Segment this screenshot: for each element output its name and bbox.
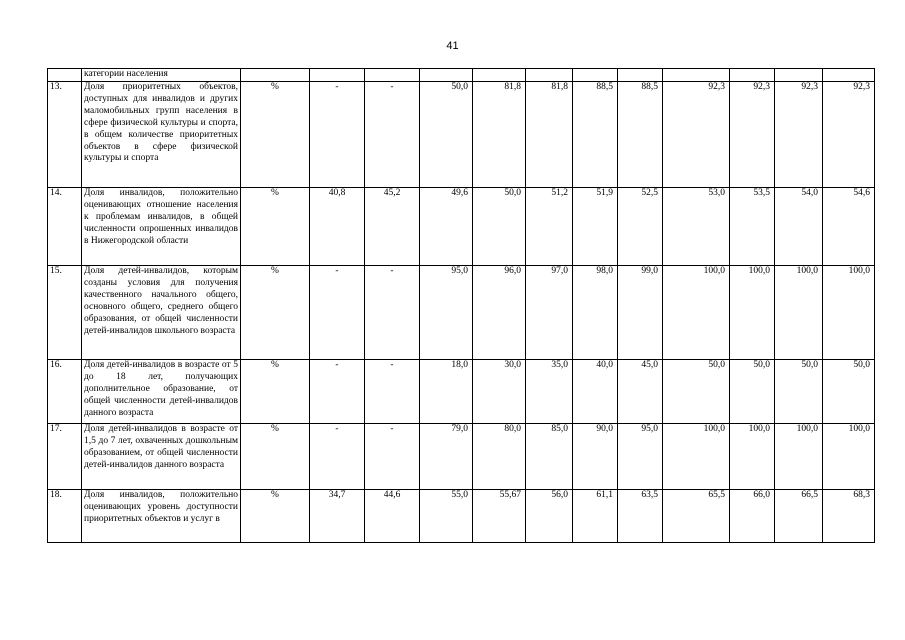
row-number [48,69,82,82]
value-cell: 40,0 [573,360,618,424]
value-cell: 50,0 [420,82,473,188]
unit-cell: % [241,82,310,188]
indicator-description: Доля детей-инвалидов в возрасте от 1,5 до 7 лет, охваченных дошкольным образованием, от общей численности детей-инвалидов данного возраста [82,424,241,490]
value-cell: 100,0 [823,424,875,490]
row-number: 14. [48,188,82,266]
indicator-description: Доля инвалидов, положительно оценивающих уровень доступности приоритетных объектов и услуг в [82,490,241,543]
row-number: 13. [48,82,82,188]
value-cell: 96,0 [473,266,526,360]
unit-cell: % [241,424,310,490]
value-cell: 100,0 [663,266,730,360]
value-cell: - [365,82,420,188]
value-cell: 63,5 [618,490,663,543]
table-row [48,266,875,360]
value-cell: 54,0 [775,188,823,266]
value-cell: 88,5 [573,82,618,188]
value-cell: - [310,424,365,490]
value-cell: 55,67 [473,490,526,543]
unit-cell: % [241,490,310,543]
table-row [48,424,875,490]
value-cell: 45,0 [618,360,663,424]
table-body [48,69,875,543]
table-row [48,82,875,188]
value-cell: - [365,266,420,360]
value-cell: - [310,82,365,188]
value-cell: 50,0 [823,360,875,424]
value-cell: 50,0 [473,188,526,266]
table-row [48,69,875,82]
value-cell: 51,2 [526,188,573,266]
value-cell: 100,0 [775,266,823,360]
indicator-description: Доля приоритетных объектов, доступных для инвалидов и других маломобильных групп населения в сфере физической культуры и спорта, в общем количестве приоритетных объектов в сфере физической культуры и спорта [82,82,241,188]
value-cell: 81,8 [473,82,526,188]
value-cell: 90,0 [573,424,618,490]
value-cell: 68,3 [823,490,875,543]
unit-cell: % [241,360,310,424]
value-cell: 97,0 [526,266,573,360]
value-cell: - [365,424,420,490]
value-cell: 92,3 [663,82,730,188]
value-cell: 53,0 [663,188,730,266]
value-cell: 61,1 [573,490,618,543]
indicator-description: Доля детей-инвалидов, которым созданы условия для получения качественного начального общего, основного общего, среднего общего образования, от общей численности детей-инвалидов школьного возраста [82,266,241,360]
value-cell: 30,0 [473,360,526,424]
value-cell: 35,0 [526,360,573,424]
value-cell: 45,2 [365,188,420,266]
value-cell: 53,5 [730,188,775,266]
value-cell: 85,0 [526,424,573,490]
value-cell: 95,0 [618,424,663,490]
row-number: 18. [48,490,82,543]
value-cell: 100,0 [730,424,775,490]
value-cell: 100,0 [730,266,775,360]
value-cell: 50,0 [663,360,730,424]
value-cell: 56,0 [526,490,573,543]
value-cell: 66,5 [775,490,823,543]
value-cell: 51,9 [573,188,618,266]
value-cell: 80,0 [473,424,526,490]
table-row [48,188,875,266]
value-cell: 34,7 [310,490,365,543]
value-cell: 88,5 [618,82,663,188]
row-number: 15. [48,266,82,360]
indicator-description: категории населения [82,69,241,82]
page-number: 41 [446,40,459,52]
value-cell: 79,0 [420,424,473,490]
value-cell: 81,8 [526,82,573,188]
value-cell: 44,6 [365,490,420,543]
value-cell: - [310,266,365,360]
indicator-description: Доля детей-инвалидов в возрасте от 5 до 18 лет, получающих дополнительное образование, от общей численности детей-инвалидов данного возраста [82,360,241,424]
value-cell: 100,0 [823,266,875,360]
unit-cell: % [241,266,310,360]
value-cell: 92,3 [823,82,875,188]
value-cell: 92,3 [775,82,823,188]
row-number: 17. [48,424,82,490]
row-number: 16. [48,360,82,424]
value-cell: 54,6 [823,188,875,266]
value-cell: 65,5 [663,490,730,543]
table-row [48,490,875,543]
value-cell: 66,0 [730,490,775,543]
indicator-description: Доля инвалидов, положительно оценивающих отношение населения к проблемам инвалидов, в общей численности опрошенных инвалидов в Нижегородской области [82,188,241,266]
value-cell: 99,0 [618,266,663,360]
value-cell: 100,0 [775,424,823,490]
value-cell: 18,0 [420,360,473,424]
value-cell: 92,3 [730,82,775,188]
indicators-table [47,68,875,543]
unit-cell: % [241,188,310,266]
value-cell: 49,6 [420,188,473,266]
value-cell: - [365,360,420,424]
value-cell: 52,5 [618,188,663,266]
value-cell: 55,0 [420,490,473,543]
value-cell: 50,0 [730,360,775,424]
value-cell: 40,8 [310,188,365,266]
value-cell: - [310,360,365,424]
value-cell: 50,0 [775,360,823,424]
value-cell: 95,0 [420,266,473,360]
value-cell: 100,0 [663,424,730,490]
value-cell: 98,0 [573,266,618,360]
table-row [48,360,875,424]
